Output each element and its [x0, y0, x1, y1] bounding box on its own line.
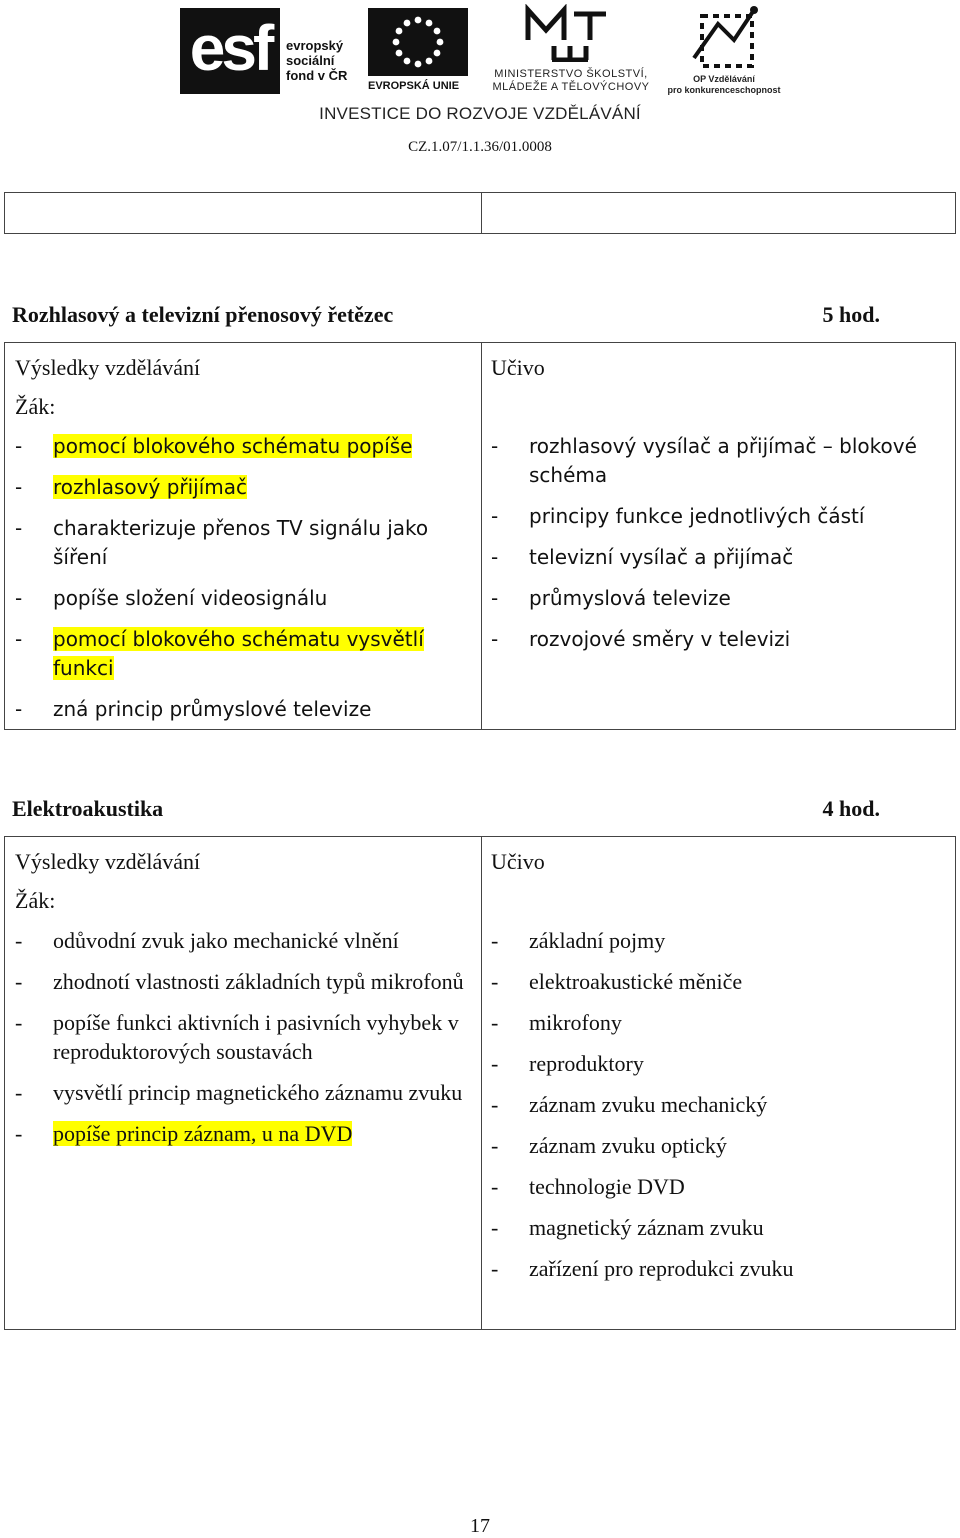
- list-item: - záznam zvuku optický: [491, 1131, 947, 1160]
- section-title: Elektroakustika: [12, 796, 164, 821]
- outcomes-list: [15, 926, 475, 1148]
- op-logo-text: OP Vzdělávání pro konkurenceschopnost: [667, 74, 781, 95]
- list-item: - elektroakustické měniče: [491, 967, 947, 996]
- curriculum-list: [491, 432, 947, 654]
- curriculum-header: Učivo: [491, 849, 545, 874]
- list-item: - záznam zvuku mechanický: [491, 1090, 947, 1119]
- section-hours: 4 hod.: [822, 796, 880, 821]
- op-logo: [664, 4, 784, 98]
- list-item: - pomocí blokového schématu vysvětlí funkci: [15, 625, 475, 683]
- table-divider: [481, 343, 482, 729]
- outcomes-column: [15, 343, 475, 736]
- eu-flag-icon: [368, 8, 468, 76]
- list-item: - principy funkce jednotlivých částí: [491, 502, 947, 531]
- list-item: - zařízení pro reprodukci zvuku: [491, 1254, 947, 1283]
- list-item: - rozvojové směry v televizi: [491, 625, 947, 654]
- op-mark-icon: [688, 4, 762, 72]
- empty-header-table: [4, 192, 956, 234]
- list-item: - technologie DVD: [491, 1172, 947, 1201]
- msmt-mark-icon: [524, 4, 614, 62]
- list-item: - popíše složení videosignálu: [15, 584, 475, 613]
- esf-mark: esf: [180, 8, 280, 94]
- student-label: Žák:: [15, 888, 56, 913]
- esf-logo: [180, 8, 366, 96]
- header-logos: [0, 0, 960, 170]
- list-item: - zná princip průmyslové televize: [15, 695, 475, 724]
- table-divider: [481, 193, 482, 233]
- list-item: - popíše funkci aktivních i pasivních vyhybek v reproduktorových soustavách: [15, 1008, 475, 1066]
- list-item: - vysvětlí princip magnetického záznamu zvuku: [15, 1078, 475, 1107]
- content-table: [4, 342, 956, 730]
- list-item: - pomocí blokového schématu popíše: [15, 432, 475, 461]
- outcomes-column: [15, 837, 475, 1160]
- list-item: - rozhlasový vysílač a přijímač – blokové schéma: [491, 432, 947, 490]
- curriculum-header: Učivo: [491, 355, 545, 380]
- eu-logo: [368, 8, 470, 98]
- list-item: - mikrofony: [491, 1008, 947, 1037]
- list-item: - reproduktory: [491, 1049, 947, 1078]
- list-item: - průmyslová televize: [491, 584, 947, 613]
- page-number: 17: [470, 1515, 490, 1537]
- section-hours: 5 hod.: [822, 302, 880, 327]
- outcomes-header: Výsledky vzdělávání: [15, 849, 201, 874]
- curriculum-column: [491, 837, 947, 1295]
- investice-banner: INVESTICE DO ROZVOJE VZDĚLÁVÁNÍ: [319, 104, 641, 123]
- list-item: - popíše princip záznam, u na DVD: [15, 1119, 475, 1148]
- esf-logo-text: evropský sociální fond v ČR: [286, 38, 348, 83]
- msmt-logo-text: MINISTERSTVO ŠKOLSTVÍ, MLÁDEŽE A TĚLOVÝCHOVY: [492, 68, 650, 93]
- list-item: - odůvodní zvuk jako mechanické vlnění: [15, 926, 475, 955]
- student-label: Žák:: [15, 394, 56, 419]
- eu-logo-text: EVROPSKÁ UNIE: [368, 80, 460, 92]
- list-item: - základní pojmy: [491, 926, 947, 955]
- list-item: - zhodnotí vlastnosti základních typů mikrofonů: [15, 967, 475, 996]
- section-title: Rozhlasový a televizní přenosový řetězec: [12, 302, 394, 327]
- curriculum-list: [491, 926, 947, 1283]
- outcomes-header: Výsledky vzdělávání: [15, 355, 201, 380]
- content-table: [4, 836, 956, 1330]
- list-item: - rozhlasový přijímač: [15, 473, 475, 502]
- curriculum-column: [491, 343, 947, 666]
- list-item: - magnetický záznam zvuku: [491, 1213, 947, 1242]
- list-item: - charakterizuje přenos TV signálu jako šíření: [15, 514, 475, 572]
- list-item: - televizní vysílač a přijímač: [491, 543, 947, 572]
- outcomes-list: [15, 432, 475, 724]
- msmt-logo: [478, 4, 664, 100]
- table-divider: [481, 837, 482, 1329]
- project-code: CZ.1.07/1.1.36/01.0008: [408, 139, 552, 155]
